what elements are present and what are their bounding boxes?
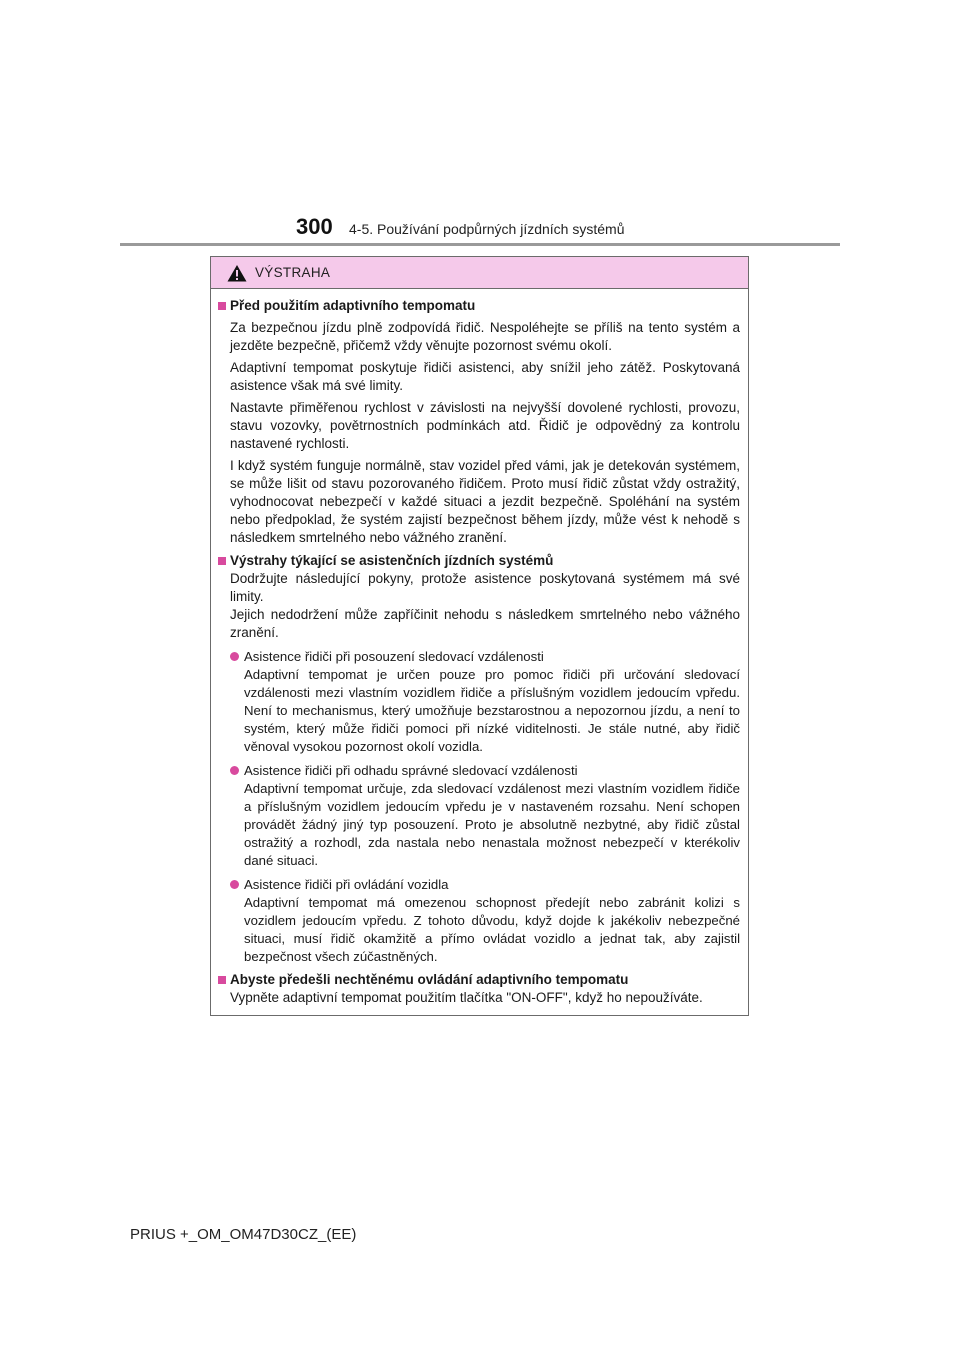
square-bullet-icon — [218, 302, 226, 310]
section-title: 4-5. Používání podpůrných jízdních systémů — [349, 221, 625, 237]
list-item — [218, 648, 740, 756]
warning-box — [210, 256, 749, 1016]
warning-body — [211, 289, 748, 1015]
list-item — [218, 762, 740, 870]
list-item-title: Asistence řidiči při odhadu správné sledovací vzdálenosti — [244, 763, 578, 778]
list-item — [218, 876, 740, 966]
list-item-content — [244, 648, 740, 756]
warning-title: VÝSTRAHA — [255, 265, 331, 280]
paragraph: Vypněte adaptivní tempomat použitím tlačítka "ON-OFF", když ho nepoužíváte. — [230, 990, 703, 1005]
list-item-title: Asistence řidiči při ovládání vozidla — [244, 877, 449, 892]
list-item-content — [244, 762, 740, 870]
section-heading-text: Abyste předešli nechtěnému ovládání adaptivního tempomatu — [230, 972, 629, 987]
list-item-text: Adaptivní tempomat určuje, zda sledovací vzdálenost mezi vlastním vozidlem řidiče a příslušným vozidlem jedoucím vpředu je v nastaveném rozsahu. Není schopen provádět žádný jiný typ posouzení. Proto je absolutně nezbytné, aby řidič zůstal ostražitý a rozhodl, zda nastala nebo nenastala možnost nebezpečí v kterékoliv dané situaci. — [244, 781, 740, 868]
round-bullet-icon — [230, 766, 239, 775]
section-heading-text: Před použitím adaptivního tempomatu — [230, 298, 476, 313]
paragraph: Adaptivní tempomat poskytuje řidiči asistenci, aby snížil jeho zátěž. Poskytovaná asistence však má své limity. — [230, 360, 740, 393]
page-number: 300 — [296, 214, 333, 239]
paragraph: Jejich nedodržení může zapříčinit nehodu s následkem smrtelného nebo vážného zranění. — [230, 607, 740, 640]
section-heading — [218, 971, 740, 989]
round-bullet-icon — [230, 880, 239, 889]
list-item-text: Adaptivní tempomat má omezenou schopnost předejít nebo zabránit kolizi s vozidlem jedoucím vpředu. Z tohoto důvodu, když dojde k jakékoliv nebezpečné situaci, musí řidič okamžitě a přímo ovládat vozidlo a jednat tak, aby zajistil bezpečnost všech zúčastněných. — [244, 895, 740, 964]
document-code: PRIUS +_OM_OM47D30CZ_(EE) — [130, 1226, 357, 1243]
round-bullet-icon — [230, 652, 239, 661]
paragraph: Za bezpečnou jízdu plně zodpovídá řidič. Nespoléhejte se příliš na tento systém a jezděte bezpečně, přičemž vždy věnujte pozornost svému okolí. — [230, 320, 740, 353]
warning-header — [211, 257, 748, 289]
header-rule — [120, 243, 840, 246]
section-heading — [218, 552, 740, 570]
paragraph: Dodržujte následující pokyny, protože asistence poskytovaná systémem má své limity. — [230, 571, 740, 604]
paragraph: Nastavte přiměřenou rychlost v závislosti na nejvyšší dovolené rychlosti, provozu, stavu vozovky, povětrnostních podmínkách atd. Řidič je odpovědný za kontrolu nastavené rychlosti. — [230, 400, 740, 451]
list-item-content — [244, 876, 740, 966]
section-heading-text: Výstrahy týkající se asistenčních jízdních systémů — [230, 553, 554, 568]
paragraph: I když systém funguje normálně, stav vozidel před vámi, jak je detekován systémem, se může lišit od stavu pozorovaného řidičem. Proto musí řidič zůstat vždy ostražitý, vyhodnocovat nebezpečí v každé situaci a jezdit bezpečně. Spoléhání na systém nebo předpoklad, že systém zajistí bezpečnost během jízdy, může vést k nehodě s následkem smrtelného nebo vážného zranění. — [230, 458, 740, 545]
list-item-title: Asistence řidiči při posouzení sledovací vzdálenosti — [244, 649, 544, 664]
warning-triangle-icon — [227, 264, 247, 282]
section-heading — [218, 297, 740, 315]
square-bullet-icon — [218, 557, 226, 565]
square-bullet-icon — [218, 976, 226, 984]
list-item-text: Adaptivní tempomat je určen pouze pro pomoc řidiči při určování sledovací vzdálenosti mezi vlastním vozidlem řidiče a příslušným vozidlem jedoucím vpředu. Není to mechanismus, který umožňuje bezstarostnou a nepozornou jízdu, a není to systém, který může řidiči pomoci při nízké viditelnosti. Je stále nutné, aby řidič věnoval vysokou pozornost okolí vozidla. — [244, 667, 740, 754]
